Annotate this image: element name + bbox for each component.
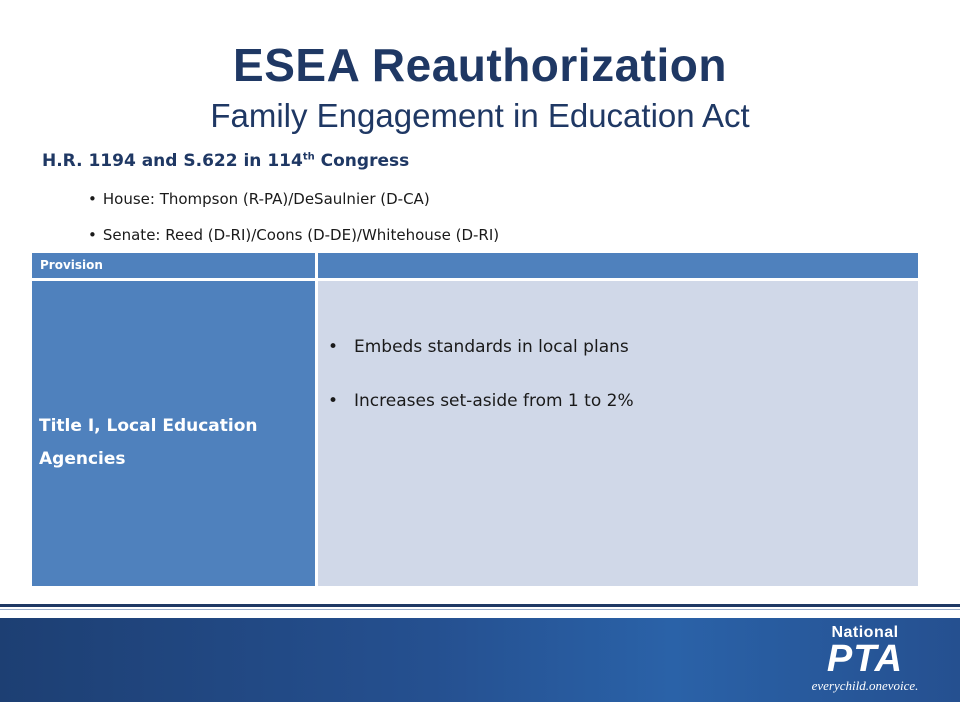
- logo-national: National: [831, 624, 899, 641]
- sponsor-list: [88, 187, 499, 259]
- table-header-details: [318, 253, 918, 278]
- provision-label: Title I, Local Education Agencies: [39, 415, 258, 469]
- bill-heading: [42, 151, 409, 171]
- details-item: [328, 389, 634, 443]
- table-header-provision: Provision: [32, 253, 315, 278]
- table-cell-provision: [32, 281, 315, 586]
- sponsor-item-house: • House: Thompson (R-PA)/DeSaulnier (D-CA): [88, 187, 499, 223]
- bill-heading-tail: Congress: [314, 151, 410, 171]
- logo-tagline: everychild.onevoice.: [811, 678, 919, 693]
- bullet-icon: •: [328, 337, 339, 357]
- details-item: [328, 335, 634, 389]
- details-list: [328, 335, 634, 443]
- footer-divider-thin: [0, 609, 960, 610]
- national-pta-logo: [790, 622, 940, 700]
- slide-title: ESEA Reauthorization: [233, 39, 727, 91]
- sponsor-item-senate: • Senate: Reed (D-RI)/Coons (D-DE)/Whitehouse (D-RI): [88, 223, 499, 259]
- table-cell-details: [318, 281, 918, 586]
- details-item-text: Embeds standards in local plans: [354, 337, 629, 357]
- bullet-icon: •: [328, 391, 339, 411]
- footer-divider: [0, 604, 960, 607]
- details-item-text: Increases set-aside from 1 to 2%: [354, 391, 634, 411]
- bill-heading-main: H.R. 1194 and S.622 in 114: [42, 151, 303, 171]
- logo-pta: PTA: [826, 638, 904, 680]
- bill-heading-sup: th: [302, 151, 315, 163]
- slide-subtitle: Family Engagement in Education Act: [210, 97, 750, 134]
